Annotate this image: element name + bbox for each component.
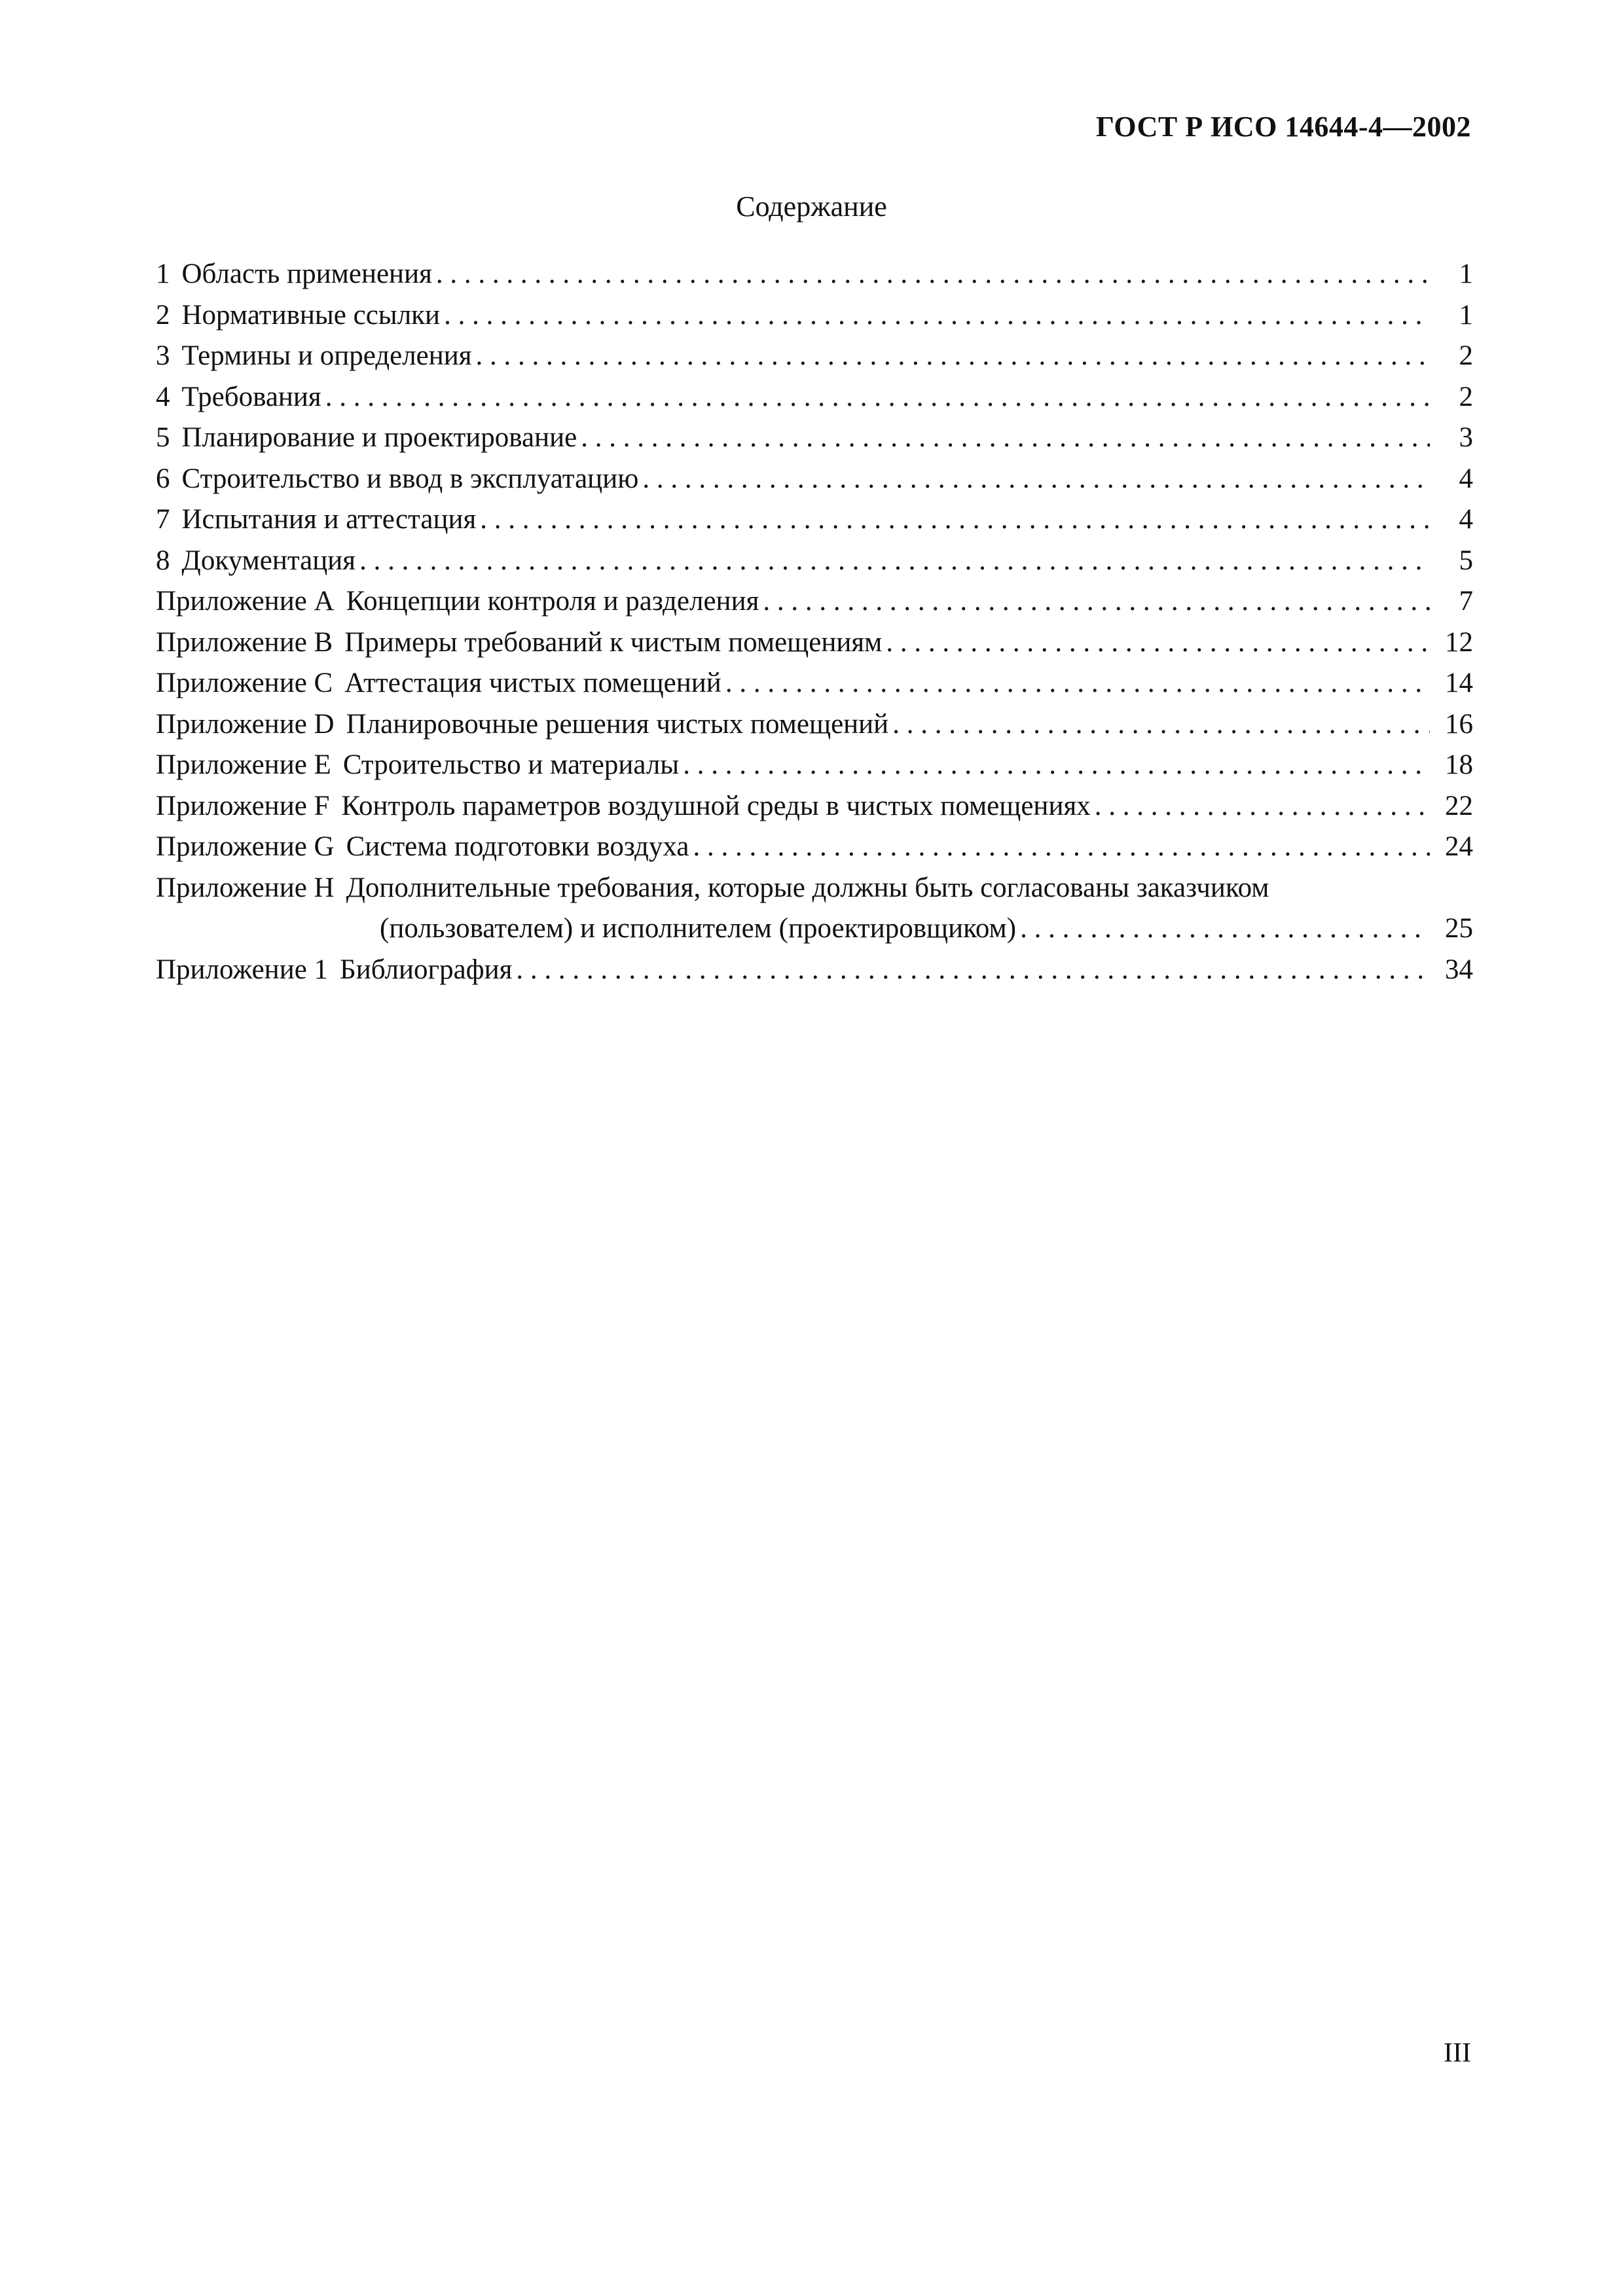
toc-entry-label bbox=[156, 950, 512, 991]
toc-entry-title: Документация bbox=[181, 545, 356, 576]
dot-leader bbox=[480, 499, 1430, 541]
toc-entry-prefix: 1 bbox=[156, 259, 170, 289]
toc-entry-prefix: Приложение D bbox=[156, 708, 335, 740]
dot-leader bbox=[444, 295, 1430, 336]
toc-entry-title: Дополнительные требования, которые должны быть согласованы заказчиком bbox=[346, 872, 1269, 903]
table-of-contents bbox=[156, 254, 1473, 990]
toc-entry-page: 1 bbox=[1459, 259, 1473, 289]
toc-entry-prefix: 3 bbox=[156, 340, 170, 371]
toc-entry-page: 4 bbox=[1459, 504, 1473, 535]
toc-entry-title-continued: (пользователем) и исполнителем (проектировщиком) bbox=[380, 913, 1017, 944]
toc-entry-label bbox=[156, 581, 759, 622]
dot-leader bbox=[725, 663, 1430, 704]
toc-entry-page: 16 bbox=[1445, 708, 1473, 740]
dot-leader bbox=[683, 745, 1430, 786]
toc-entry-prefix: Приложение С bbox=[156, 668, 333, 698]
toc-entry-prefix: 7 bbox=[156, 504, 170, 535]
toc-entry-page: 12 bbox=[1445, 626, 1473, 658]
toc-entry-prefix: Приложение Е bbox=[156, 749, 331, 780]
toc-entry-title: Испытания и аттестация bbox=[181, 504, 477, 535]
toc-entry-page: 3 bbox=[1459, 422, 1473, 453]
toc-entry bbox=[156, 663, 1473, 704]
toc-entry-title: Строительство и материалы bbox=[342, 749, 680, 780]
toc-entry bbox=[156, 295, 1473, 336]
document-code: ГОСТ Р ИСО 14644-4—2002 bbox=[1095, 111, 1471, 143]
toc-entry bbox=[156, 868, 1473, 909]
toc-entry-prefix: Приложение F bbox=[156, 790, 330, 821]
toc-entry-prefix: Приложение В bbox=[156, 626, 333, 658]
toc-entry-title: Аттестация чистых помещений bbox=[344, 668, 721, 698]
toc-entry-title: Планирование и проектирование bbox=[181, 422, 577, 453]
toc-title: Содержание bbox=[736, 190, 887, 223]
toc-entry bbox=[156, 254, 1473, 295]
toc-entry-page: 34 bbox=[1445, 954, 1473, 985]
toc-entry bbox=[156, 950, 1473, 991]
dot-leader bbox=[642, 459, 1430, 500]
toc-entry-label bbox=[156, 254, 432, 295]
toc-entry-page: 2 bbox=[1459, 381, 1473, 412]
dot-leader bbox=[1095, 786, 1430, 827]
toc-entry-title: Требования bbox=[181, 381, 321, 412]
toc-entry-title: Нормативные ссылки bbox=[181, 299, 441, 331]
toc-entry-prefix: 4 bbox=[156, 381, 170, 412]
toc-entry-prefix: Приложение 1 bbox=[156, 954, 329, 985]
toc-entry-label bbox=[156, 377, 321, 418]
toc-entry-prefix: 6 bbox=[156, 463, 170, 494]
toc-entry-title: Библиография bbox=[340, 954, 513, 985]
dot-leader bbox=[763, 581, 1430, 622]
dot-leader bbox=[359, 541, 1430, 582]
toc-entry-title: Система подготовки воздуха bbox=[346, 831, 689, 862]
toc-entry-page: 25 bbox=[1445, 913, 1473, 944]
toc-entry-title: Контроль параметров воздушной среды в чистых помещениях bbox=[341, 790, 1091, 821]
toc-entry bbox=[156, 704, 1473, 745]
dot-leader bbox=[1020, 908, 1430, 950]
toc-entry-title: Концепции контроля и разделения bbox=[346, 586, 759, 617]
toc-entry-label bbox=[156, 336, 472, 377]
toc-entry bbox=[156, 418, 1473, 459]
toc-entry-label bbox=[156, 418, 577, 459]
toc-entry bbox=[156, 581, 1473, 622]
toc-entry-page: 1 bbox=[1459, 299, 1473, 331]
toc-entry bbox=[156, 622, 1473, 664]
toc-entry-title: Примеры требований к чистым помещениям bbox=[344, 626, 883, 658]
toc-entry-title: Планировочные решения чистых помещений bbox=[346, 708, 889, 740]
toc-entry-page: 18 bbox=[1445, 749, 1473, 780]
toc-entry-prefix: 5 bbox=[156, 422, 170, 453]
dot-leader bbox=[325, 377, 1430, 418]
toc-entry bbox=[156, 336, 1473, 377]
toc-entry-title: Термины и определения bbox=[181, 340, 472, 371]
toc-entry-title: Строительство и ввод в эксплуатацию bbox=[181, 463, 639, 494]
toc-entry-page: 24 bbox=[1445, 831, 1473, 862]
toc-entry-page: 14 bbox=[1445, 668, 1473, 698]
dot-leader bbox=[476, 336, 1430, 377]
toc-entry-label bbox=[156, 499, 476, 541]
toc-entry bbox=[156, 541, 1473, 582]
dot-leader bbox=[693, 827, 1430, 868]
dot-leader bbox=[581, 418, 1430, 459]
toc-entry-page: 4 bbox=[1459, 463, 1473, 494]
dot-leader bbox=[892, 704, 1430, 745]
toc-entry-prefix: Приложение А bbox=[156, 586, 335, 617]
toc-entry bbox=[156, 745, 1473, 786]
toc-entry-continuation bbox=[156, 908, 1473, 950]
page-number: III bbox=[1444, 2038, 1471, 2068]
toc-entry-page: 5 bbox=[1459, 545, 1473, 576]
toc-entry-label bbox=[156, 786, 1091, 827]
dot-leader bbox=[516, 950, 1430, 991]
toc-entry-label bbox=[156, 459, 638, 500]
toc-entry-prefix: 2 bbox=[156, 299, 170, 331]
toc-entry-title: Область применения bbox=[181, 259, 432, 289]
toc-entry-label bbox=[156, 868, 1269, 909]
toc-entry-label bbox=[156, 745, 679, 786]
toc-entry-label bbox=[156, 827, 689, 868]
toc-entry-prefix: Приложение G bbox=[156, 831, 335, 862]
toc-entry-page: 2 bbox=[1459, 340, 1473, 371]
toc-entry-label bbox=[156, 541, 356, 582]
toc-entry-prefix: Приложение Н bbox=[156, 872, 335, 903]
toc-entry-label bbox=[156, 704, 888, 745]
toc-entry bbox=[156, 499, 1473, 541]
toc-entry-label bbox=[156, 622, 882, 664]
toc-entry bbox=[156, 377, 1473, 418]
toc-entry-prefix: 8 bbox=[156, 545, 170, 576]
toc-entry-label bbox=[156, 663, 721, 704]
toc-entry-label bbox=[156, 295, 440, 336]
toc-entry-page: 7 bbox=[1459, 586, 1473, 617]
toc-entry bbox=[156, 786, 1473, 827]
dot-leader bbox=[886, 622, 1430, 664]
toc-entry bbox=[156, 827, 1473, 868]
dot-leader bbox=[436, 254, 1430, 295]
toc-entry-page: 22 bbox=[1445, 790, 1473, 821]
toc-entry bbox=[156, 459, 1473, 500]
